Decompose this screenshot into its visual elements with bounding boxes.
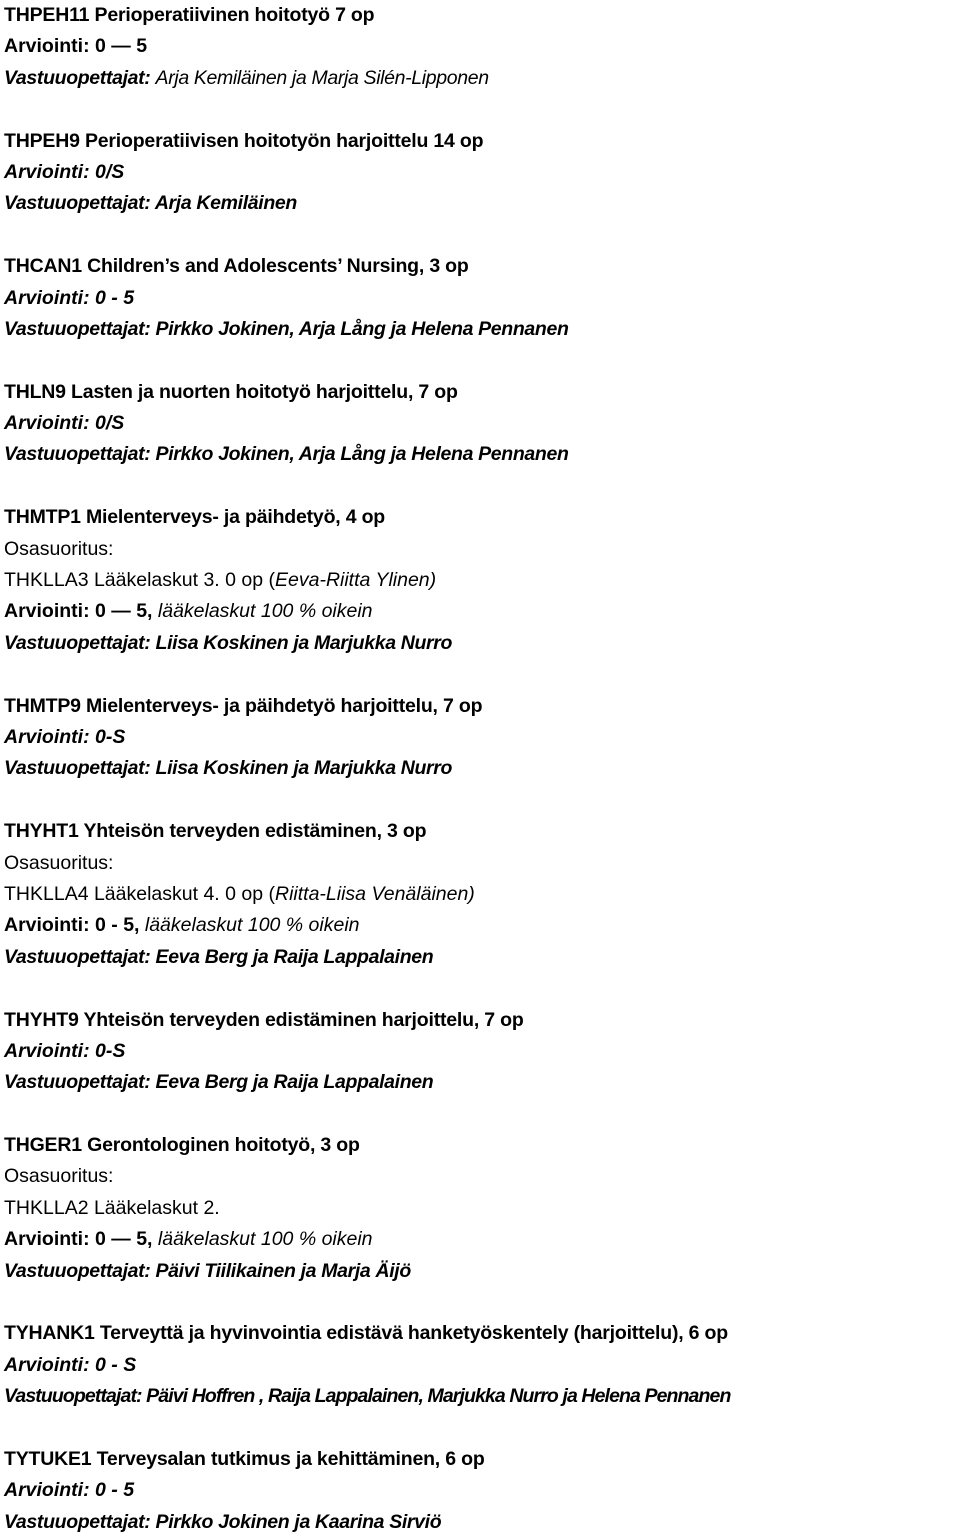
course-entry bbox=[4, 816, 958, 1004]
grading-note: lääkelaskut 100 % oikein bbox=[157, 1228, 373, 1251]
responsible-teachers: Liisa Koskinen ja Marjukka Nurro bbox=[155, 631, 453, 654]
responsible-teachers-line bbox=[4, 628, 958, 659]
responsible-teachers-line bbox=[4, 753, 958, 784]
grading-label: Arviointi: bbox=[4, 160, 90, 183]
grading-line bbox=[4, 1224, 958, 1255]
grading-value: 0-S bbox=[95, 725, 126, 748]
sub-course-teacher: Riitta-Liisa Venäläinen) bbox=[275, 882, 475, 905]
course-title: THLN9 Lasten ja nuorten hoitotyö harjoittelu, 7 op bbox=[4, 380, 458, 403]
responsible-teachers-line bbox=[4, 314, 958, 345]
partial-completion-line bbox=[4, 879, 958, 910]
spacer bbox=[4, 220, 958, 251]
grading-value: 0/S bbox=[95, 160, 125, 183]
spacer bbox=[4, 973, 958, 1004]
responsible-teachers: Eeva Berg ja Raija Lappalainen bbox=[155, 945, 434, 968]
responsible-label: Vastuuopettajat: bbox=[4, 192, 151, 215]
grading-value: 0 - S bbox=[95, 1353, 137, 1376]
spacer bbox=[4, 1099, 958, 1130]
grading-line bbox=[4, 910, 958, 941]
grading-value: 0 — 5 bbox=[95, 35, 148, 58]
grading-label: Arviointi: bbox=[4, 600, 90, 623]
responsible-teachers-line bbox=[4, 63, 958, 94]
grading-line bbox=[4, 408, 958, 439]
grading-label: Arviointi: bbox=[4, 35, 90, 58]
responsible-label: Vastuuopettajat: bbox=[4, 443, 151, 466]
sub-course: THKLLA2 Lääkelaskut 2. bbox=[4, 1196, 220, 1219]
course-title: THMTP9 Mielenterveys- ja päihdetyö harjoittelu, 7 op bbox=[4, 694, 483, 717]
spacer bbox=[4, 659, 958, 690]
course-title: THMTP1 Mielenterveys- ja päihdetyö, 4 op bbox=[4, 506, 386, 529]
grading-label: Arviointi: bbox=[4, 1039, 90, 1062]
grading-line bbox=[4, 283, 958, 314]
responsible-teachers: Arja Kemiläinen ja Marja Silén-Lipponen bbox=[155, 66, 489, 89]
responsible-label: Vastuuopettajat: bbox=[4, 945, 151, 968]
document-page bbox=[4, 0, 958, 1538]
course-title: THGER1 Gerontologinen hoitotyö, 3 op bbox=[4, 1134, 360, 1157]
course-entry bbox=[4, 0, 958, 126]
grading-label: Arviointi: bbox=[4, 1228, 90, 1251]
grading-value: 0 — 5, bbox=[95, 600, 153, 623]
grading-value: 0 - 5, bbox=[95, 914, 140, 937]
course-entry bbox=[4, 502, 958, 690]
grading-label: Arviointi: bbox=[4, 725, 90, 748]
responsible-teachers-line bbox=[4, 1256, 958, 1287]
grading-value: 0 - 5 bbox=[95, 286, 135, 309]
responsible-teachers-line bbox=[4, 1381, 958, 1412]
grading-line bbox=[4, 1036, 958, 1067]
responsible-label: Vastuuopettajat: bbox=[4, 1259, 151, 1282]
grading-line bbox=[4, 596, 958, 627]
course-entry bbox=[4, 691, 958, 817]
grading-label: Arviointi: bbox=[4, 412, 90, 435]
grading-value: 0 - 5 bbox=[95, 1479, 135, 1502]
responsible-label: Vastuuopettajat: bbox=[4, 317, 151, 340]
responsible-teachers-line bbox=[4, 942, 958, 973]
partial-completion-label: Osasuoritus: bbox=[4, 537, 114, 560]
responsible-teachers: Arja Kemiläinen bbox=[154, 192, 297, 215]
course-entry bbox=[4, 1005, 958, 1131]
grading-line bbox=[4, 157, 958, 188]
sub-course: THKLLA4 Lääkelaskut 4. 0 op ( bbox=[4, 882, 275, 905]
spacer bbox=[4, 785, 958, 816]
responsible-teachers: Päivi Tiilikainen ja Marja Äijö bbox=[150, 1259, 411, 1282]
spacer bbox=[4, 1287, 958, 1318]
spacer bbox=[4, 345, 958, 376]
responsible-teachers-line bbox=[4, 439, 958, 470]
responsible-label: Vastuuopettajat: bbox=[4, 757, 151, 780]
responsible-label: Vastuuopettajat: bbox=[4, 1510, 151, 1533]
course-title: TYTUKE1 Terveysalan tutkimus ja kehittäminen, 6 op bbox=[4, 1447, 485, 1470]
grading-value: 0 — 5, bbox=[95, 1228, 153, 1251]
course-entry bbox=[4, 1318, 958, 1444]
responsible-teachers: Liisa Koskinen ja Marjukka Nurro bbox=[155, 757, 453, 780]
grading-line bbox=[4, 722, 958, 753]
course-entry bbox=[4, 377, 958, 503]
course-title: THPEH9 Perioperatiivisen hoitotyön harjoittelu 14 op bbox=[4, 129, 484, 152]
grading-line bbox=[4, 31, 958, 62]
course-title: THPEH11 Perioperatiivinen hoitotyö 7 op bbox=[4, 4, 375, 26]
grading-line bbox=[4, 1350, 958, 1381]
course-entry bbox=[4, 251, 958, 377]
course-entry bbox=[4, 1130, 958, 1318]
grading-note: lääkelaskut 100 % oikein bbox=[157, 600, 373, 623]
responsible-teachers: Pirkko Jokinen, Arja Lång ja Helena Pennanen bbox=[155, 317, 569, 340]
responsible-teachers: Pirkko Jokinen ja Kaarina Sirviö bbox=[155, 1510, 442, 1533]
course-title: THYHT1 Yhteisön terveyden edistäminen, 3 op bbox=[4, 820, 427, 843]
partial-completion-label: Osasuoritus: bbox=[4, 1165, 114, 1188]
course-title: THCAN1 Children’s and Adolescents’ Nursing, 3 op bbox=[4, 255, 469, 278]
spacer bbox=[4, 94, 958, 125]
responsible-label: Vastuuopettajat: bbox=[4, 1385, 142, 1408]
course-entry bbox=[4, 126, 958, 252]
spacer bbox=[4, 1413, 958, 1444]
responsible-label: Vastuuopettajat: bbox=[4, 1071, 151, 1094]
responsible-teachers-line bbox=[4, 188, 958, 219]
responsible-label: Vastuuopettajat: bbox=[4, 66, 151, 89]
partial-completion-line bbox=[4, 1193, 958, 1224]
grading-note: lääkelaskut 100 % oikein bbox=[144, 914, 360, 937]
responsible-teachers: Eeva Berg ja Raija Lappalainen bbox=[155, 1071, 434, 1094]
partial-completion-line bbox=[4, 565, 958, 596]
sub-course: THKLLA3 Lääkelaskut 3. 0 op ( bbox=[4, 569, 275, 592]
grading-value: 0/S bbox=[95, 412, 125, 435]
course-title: TYHANK1 Terveyttä ja hyvinvointia edistävä hanketyöskentely (harjoittelu), 6 op bbox=[4, 1322, 728, 1345]
grading-label: Arviointi: bbox=[4, 914, 90, 937]
grading-value: 0-S bbox=[95, 1039, 126, 1062]
grading-label: Arviointi: bbox=[4, 1353, 90, 1376]
spacer bbox=[4, 471, 958, 502]
partial-completion-label: Osasuoritus: bbox=[4, 851, 114, 874]
responsible-teachers-line bbox=[4, 1067, 958, 1098]
responsible-teachers: Pirkko Jokinen, Arja Lång ja Helena Pennanen bbox=[155, 443, 569, 466]
responsible-teachers: Päivi Hoffren , Raija Lappalainen, Marjukka Nurro ja Helena Pennanen bbox=[146, 1385, 731, 1408]
course-entry bbox=[4, 1444, 958, 1538]
grading-line bbox=[4, 1475, 958, 1506]
responsible-teachers-line bbox=[4, 1507, 958, 1538]
sub-course-teacher: Eeva-Riitta Ylinen) bbox=[275, 569, 437, 592]
responsible-label: Vastuuopettajat: bbox=[4, 631, 151, 654]
grading-label: Arviointi: bbox=[4, 1479, 90, 1502]
grading-label: Arviointi: bbox=[4, 286, 90, 309]
course-title: THYHT9 Yhteisön terveyden edistäminen harjoittelu, 7 op bbox=[4, 1008, 524, 1031]
